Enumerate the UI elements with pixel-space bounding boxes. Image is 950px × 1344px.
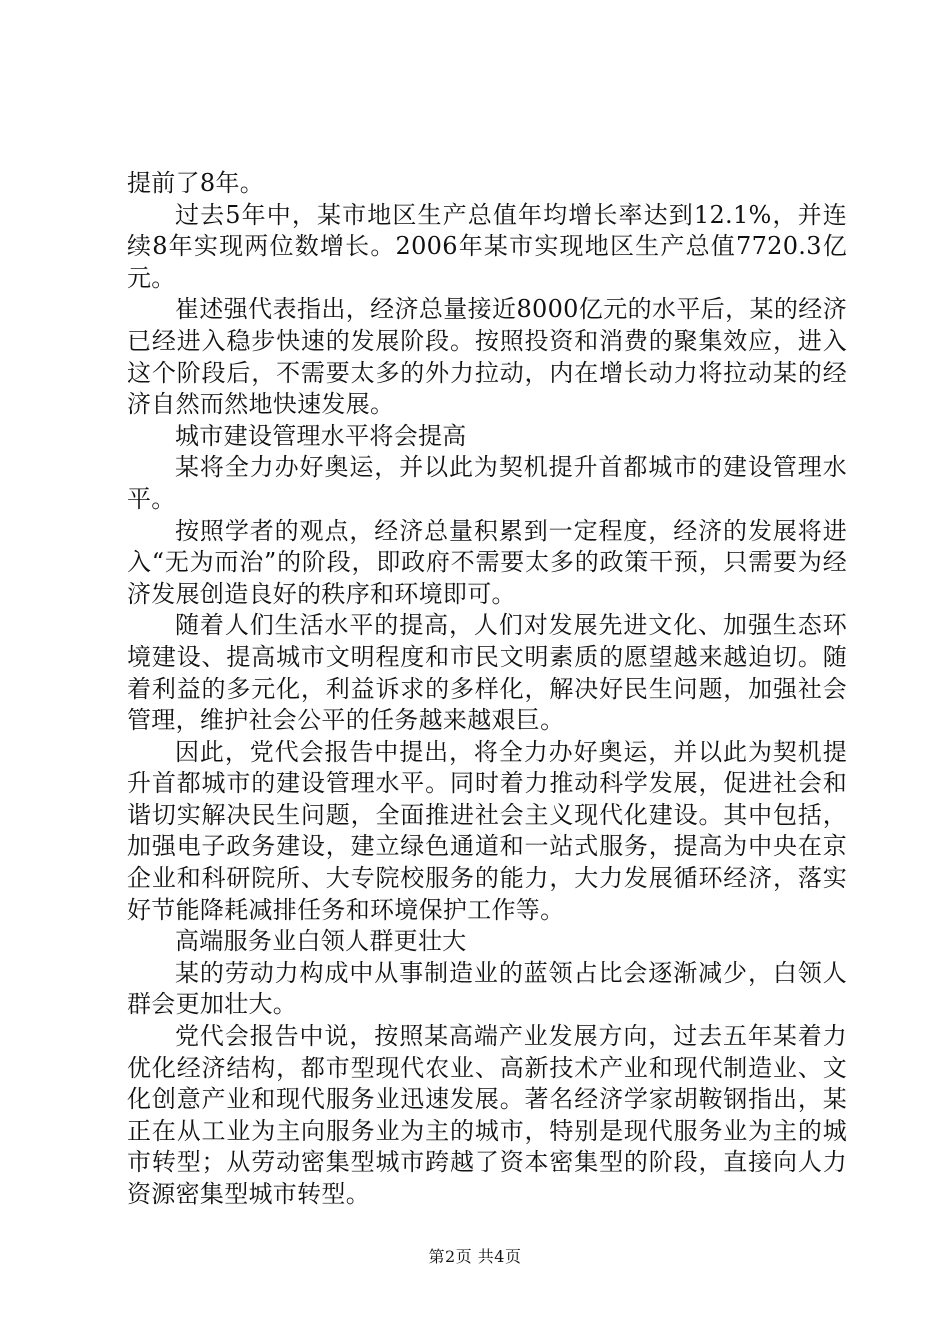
paragraph: 提前了8年。 — [127, 169, 265, 197]
page-number-footer: 第2页 共4页 — [428, 1247, 522, 1266]
paragraph: 某将全力办好奥运，并以此为契机提升首都城市的建设管理水平。 — [127, 453, 847, 513]
paragraph: 按照学者的观点，经济总量积累到一定程度，经济的发展将进入“无为而治”的阶段，即政府不需要太多的政策干预，只需要为经济发展创造良好的秩序和环境即可。 — [127, 516, 847, 608]
paragraph: 党代会报告中说，按照某高端产业发展方向，过去五年某着力优化经济结构，都市型现代农业、高新技术产业和现代制造业、文化创意产业和现代服务业迅速发展。著名经济学家胡鞍钢指出，某正在从工业为主向服务业为主的城市，特别是现代服务业为主的城市转型；从劳动密集型城市跨越了资本密集型的阶段，直接向人力资源密集型城市转型。 — [127, 1022, 847, 1208]
paragraph: 过去5年中，某市地区生产总值年均增长率达到12.1%，并连续8年实现两位数增长。2006年某市实现地区生产总值7720.3亿元。 — [127, 200, 847, 292]
section-heading: 高端服务业白领人群更壮大 — [175, 927, 467, 956]
paragraph: 因此，党代会报告中提出，将全力办好奥运，并以此为契机提升首都城市的建设管理水平。同时着力推动科学发展，促进社会和谐切实解决民生问题，全面推进社会主义现代化建设。其中包括，加强电子政务建设，建立绿色通道和一站式服务，提高为中央在京企业和科研院所、大专院校服务的能力，大力发展循环经济，落实好节能降耗减排任务和环境保护工作等。 — [127, 737, 847, 924]
section-heading: 城市建设管理水平将会提高 — [175, 421, 467, 450]
paragraph: 随着人们生活水平的提高，人们对发展先进文化、加强生态环境建设、提高城市文明程度和市民文明素质的愿望越来越迫切。随着利益的多元化，利益诉求的多样化，解决好民生问题，加强社会管理，维护社会公平的任务越来越艰巨。 — [127, 611, 847, 735]
paragraph: 某的劳动力构成中从事制造业的蓝领占比会逐渐减少，白领人群会更加壮大。 — [127, 958, 847, 1019]
document-body — [127, 168, 847, 1211]
paragraph: 崔述强代表指出，经济总量接近8000亿元的水平后，某的经济已经进入稳步快速的发展阶段。按照投资和消费的聚集效应，进入这个阶段后，不需要太多的外力拉动，内在增长动力将拉动某的经济自然而然地快速发展。 — [127, 295, 847, 419]
